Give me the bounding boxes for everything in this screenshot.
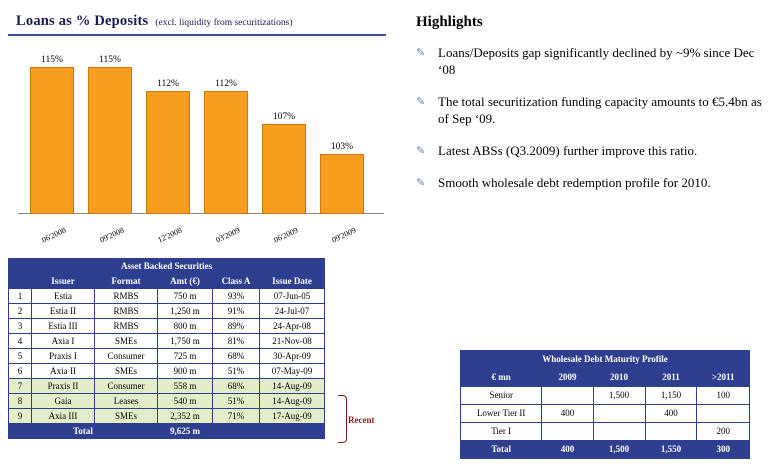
cell-beyond-2011 [697,405,750,423]
cell-amount: 1,750 m [158,334,213,349]
cell-class-a: 68% [213,349,260,364]
col-header-amount: Amt (€) [158,274,213,289]
cell-issuer: Axia I [32,334,95,349]
total-2011: 1,550 [645,441,697,459]
col-header-2011: 2011 [645,369,697,387]
table-row [9,379,325,394]
cell-class-a: 89% [213,319,260,334]
cell-issue-date: 14-Aug-09 [260,379,325,394]
bar-rect [30,67,74,214]
chart-subtitle: (excl. liquidity from securitizations) [155,18,293,28]
cell-2009 [542,423,593,441]
loans-deposits-chart-panel [8,8,388,248]
cell-amount: 750 m [158,289,213,304]
cell-issue-date: 14-Aug-09 [260,394,325,409]
col-header-issuer: Issuer [32,274,95,289]
table-row [461,405,750,423]
bar-rect [146,91,190,214]
cell-issue-date: 17-Aug-09 [260,409,325,424]
cell-format: RMBS [95,304,158,319]
total-label: Total [461,441,542,459]
cell-beyond-2011: 100 [697,387,750,405]
cell-class-a: 68% [213,379,260,394]
cell-2010: 1,500 [593,387,645,405]
wholesale-debt-maturity-table [460,350,760,459]
cell-format: Leases [95,394,158,409]
cell-issuer: Estia II [32,304,95,319]
table-row [9,409,325,424]
cell-row-label: Lower Tier II [461,405,542,423]
cell-format: SMEs [95,409,158,424]
col-header-unit: € mn [461,369,542,387]
wholesale-band-title: Wholesale Debt Maturity Profile [461,351,750,369]
bar-value-label: 112% [215,79,237,89]
pencil-bullet-icon: ✎ [416,96,426,108]
cell-index: 7 [9,379,32,394]
cell-format: RMBS [95,289,158,304]
cell-amount: 900 m [158,364,213,379]
cell-index: 4 [9,334,32,349]
asset-backed-securities-table [8,258,340,439]
total-issue-date [260,424,325,439]
cell-issue-date: 07-Jun-05 [260,289,325,304]
bar-value-label: 115% [41,55,63,65]
table-band-row [9,259,325,274]
cell-row-label: Tier I [461,423,542,441]
chart-plot-area [18,40,384,245]
bar-value-label: 107% [272,112,296,122]
list-item [416,93,768,127]
cell-amount: 1,250 m [158,304,213,319]
table-row [9,349,325,364]
table-row [461,423,750,441]
cell-issuer: Estia III [32,319,95,334]
cell-amount: 2,352 m [158,409,213,424]
cell-index: 5 [9,349,32,364]
bar-value-label: 103% [330,142,354,152]
cell-2009: 400 [542,405,593,423]
cell-2011 [645,423,697,441]
cell-format: Consumer [95,349,158,364]
cell-issue-date: 30-Apr-09 [260,349,325,364]
bar-category-label: 06'2008 [40,225,68,245]
abs-grid [8,258,325,439]
cell-2011: 1,150 [645,387,697,405]
col-header-class-a: Class A [213,274,260,289]
cell-amount: 540 m [158,394,213,409]
bar-category-label: 03'2009 [214,225,242,245]
col-header-index [9,274,32,289]
table-total-row [9,424,325,439]
cell-issuer: Praxis I [32,349,95,364]
total-2009: 400 [542,441,593,459]
bar-category-label: 09'2009 [330,225,358,245]
table-row [9,334,325,349]
highlight-text: Loans/Deposits gap significantly declined by ~9% since Dec ‘08 [438,45,755,77]
cell-row-label: Senior [461,387,542,405]
table-header-row [461,369,750,387]
abs-band-title: Asset Backed Securities [9,259,325,274]
table-row [9,319,325,334]
bar-group [320,142,364,214]
cell-2010 [593,423,645,441]
cell-2011: 400 [645,405,697,423]
cell-index: 1 [9,289,32,304]
cell-class-a: 93% [213,289,260,304]
cell-class-a: 51% [213,364,260,379]
col-header-beyond-2011: >2011 [697,369,750,387]
cell-class-a: 71% [213,409,260,424]
recent-annotation: Recent [348,415,375,425]
pencil-bullet-icon: ✎ [416,177,426,189]
right-column [408,0,770,470]
table-row [461,387,750,405]
chart-title-row [8,8,386,36]
bar-category-label: 06'2009 [272,225,300,245]
cell-format: SMEs [95,364,158,379]
cell-issue-date: 24-Jul-07 [260,304,325,319]
table-row [9,394,325,409]
table-row [9,289,325,304]
bar-value-label: 115% [99,55,121,65]
cell-class-a: 81% [213,334,260,349]
bar-rect [204,91,248,214]
highlights-list [416,44,768,206]
highlights-title: Highlights [416,14,483,30]
highlight-text: Latest ABSs (Q3.2009) further improve this ratio. [438,143,698,158]
cell-index: 8 [9,394,32,409]
total-class-a [213,424,260,439]
cell-2009 [542,387,593,405]
bar-rect [320,154,364,214]
cell-amount: 558 m [158,379,213,394]
cell-issue-date: 07-May-09 [260,364,325,379]
cell-issue-date: 21-Nov-08 [260,334,325,349]
col-header-issue-date: Issue Date [260,274,325,289]
cell-index: 2 [9,304,32,319]
bar-category-label: 09'2008 [98,225,126,245]
highlight-text: Smooth wholesale debt redemption profile for 2010. [438,175,711,190]
cell-index: 9 [9,409,32,424]
cell-index: 3 [9,319,32,334]
cell-2010 [593,405,645,423]
total-amount: 9,625 m [158,424,213,439]
cell-beyond-2011: 200 [697,423,750,441]
bar-group [30,55,74,214]
cell-issuer: Gaia [32,394,95,409]
cell-format: RMBS [95,319,158,334]
cell-issuer: Praxis II [32,379,95,394]
bar-group [262,112,306,214]
highlight-text: The total securitization funding capacity amounts to €5.4bn as of Sep ‘09. [438,94,762,126]
cell-issuer: Estia [32,289,95,304]
table-band-row [461,351,750,369]
recent-bracket [338,395,347,443]
chart-title: Loans as % Deposits [16,13,149,29]
bar-group [88,55,132,214]
col-header-2009: 2009 [542,369,593,387]
total-beyond-2011: 300 [697,441,750,459]
total-label: Total [9,424,158,439]
cell-class-a: 51% [213,394,260,409]
table-row [9,304,325,319]
col-header-format: Format [95,274,158,289]
bar-value-label: 112% [157,79,179,89]
list-item [416,142,768,159]
bar-rect [262,124,306,214]
cell-amount: 800 m [158,319,213,334]
pencil-bullet-icon: ✎ [416,47,426,59]
cell-issue-date: 24-Apr-08 [260,319,325,334]
wholesale-grid [460,350,750,459]
cell-issuer: Axia III [32,409,95,424]
cell-index: 6 [9,364,32,379]
list-item [416,174,768,191]
col-header-2010: 2010 [593,369,645,387]
bar-group [146,79,190,214]
table-row [9,364,325,379]
list-item [416,44,768,78]
bar-group [204,79,248,214]
bar-category-label: 12'2008 [156,225,184,245]
cell-issuer: Axia II [32,364,95,379]
cell-amount: 725 m [158,349,213,364]
table-header-row [9,274,325,289]
total-2010: 1,500 [593,441,645,459]
bar-rect [88,67,132,214]
cell-format: Consumer [95,379,158,394]
cell-format: SMEs [95,334,158,349]
cell-class-a: 91% [213,304,260,319]
table-total-row [461,441,750,459]
pencil-bullet-icon: ✎ [416,145,426,157]
